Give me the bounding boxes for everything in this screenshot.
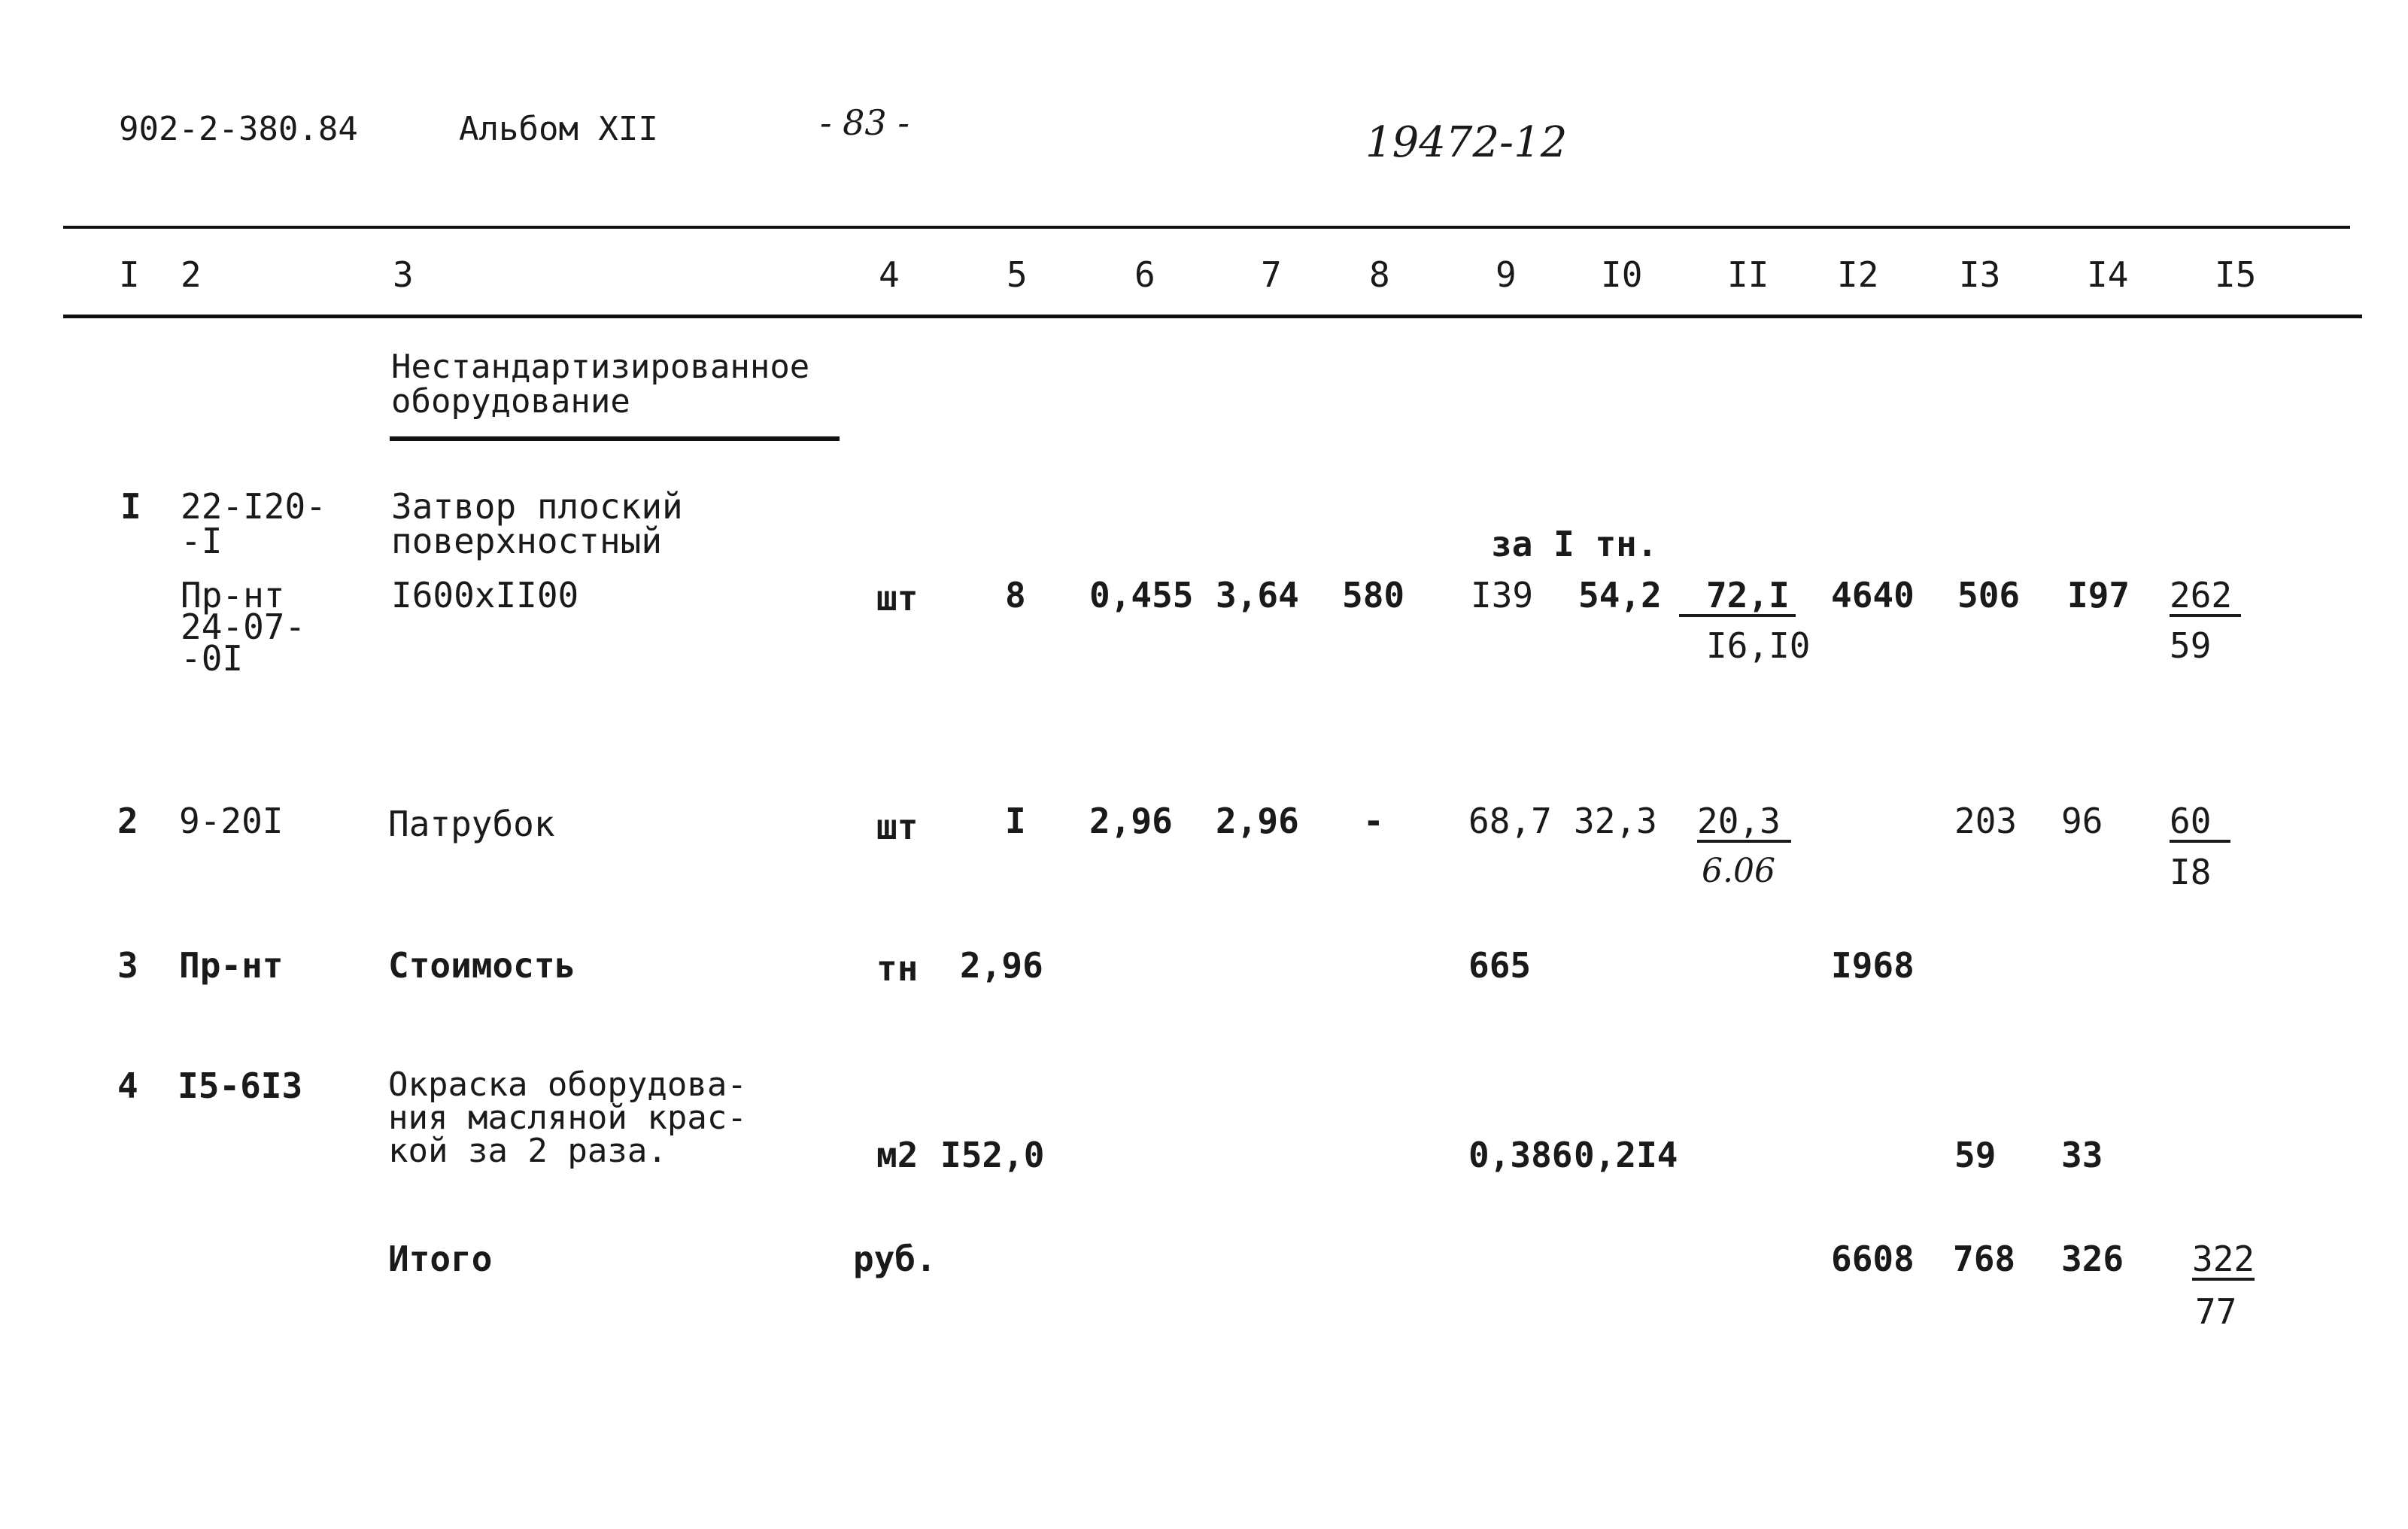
row-col13: 203 <box>1954 801 2018 841</box>
section-title: Нестандартизированное оборудование <box>391 348 810 421</box>
row-number: 2 <box>117 801 138 841</box>
column-header-8: 8 <box>1369 254 1390 295</box>
row-col14: 33 <box>2061 1135 2103 1175</box>
row-col7: 3,64 <box>1216 575 1299 616</box>
section-title-underline <box>390 436 840 441</box>
column-header-7: 7 <box>1261 254 1282 295</box>
row-qty: I52,0 <box>940 1135 1045 1175</box>
row-col6: 0,455 <box>1089 575 1194 616</box>
row-size: I600xII00 <box>391 575 579 616</box>
row-qty: I <box>1005 801 1026 841</box>
total-col14: 326 <box>2061 1239 2124 1279</box>
row-unit: м2 <box>876 1135 919 1175</box>
row-col13: 59 <box>1954 1135 1997 1175</box>
row-number: I <box>120 486 141 527</box>
column-header-2: 2 <box>181 254 202 295</box>
row-code: 9-20I <box>179 801 284 841</box>
row-col11-top: 72,I <box>1679 578 1796 617</box>
row-rate-note: за I тн. <box>1491 524 1658 564</box>
column-header-13: I3 <box>1959 254 2001 295</box>
row-col9: 0,386 <box>1468 1135 1573 1175</box>
row-col15-top: 262 <box>2170 578 2241 617</box>
row-col11-top: 20,3 <box>1697 804 1791 843</box>
row-col12: 4640 <box>1831 575 1915 616</box>
handwritten-number: 19472-12 <box>1365 118 1568 167</box>
row-col6: 2,96 <box>1089 801 1173 841</box>
page-number: - 83 - <box>820 102 909 143</box>
column-header-5: 5 <box>1007 254 1028 295</box>
row-unit: шт <box>876 578 919 619</box>
column-header-1: I <box>119 254 140 295</box>
total-label: Итого <box>388 1239 493 1279</box>
column-header-6: 6 <box>1134 254 1155 295</box>
column-header-11: II <box>1727 254 1769 295</box>
row-qty: 8 <box>1005 575 1026 616</box>
row-col11-bottom: 6.06 <box>1702 852 1775 890</box>
header-top-rule <box>63 226 2350 229</box>
row-code: 22-I20- -I <box>181 486 326 561</box>
row-number: 4 <box>117 1065 138 1106</box>
total-col15-top: 322 <box>2192 1239 2255 1279</box>
row-unit: шт <box>876 807 919 847</box>
column-header-3: 3 <box>393 254 414 295</box>
row-name: Патрубок <box>388 804 555 844</box>
column-header-14: I4 <box>2087 254 2129 295</box>
total-col12: 6608 <box>1831 1239 1915 1279</box>
row-col7: 2,96 <box>1216 801 1299 841</box>
column-header-10: I0 <box>1601 254 1643 295</box>
album-label: Альбом XII <box>459 110 658 148</box>
row-name: Стоимость <box>388 945 576 986</box>
row-code-secondary: Пр-нт 24-07- -0I <box>181 575 306 679</box>
row-qty: 2,96 <box>960 945 1043 986</box>
row-number: 3 <box>117 945 138 986</box>
total-col13: 768 <box>1953 1239 2016 1279</box>
row-col13: 506 <box>1957 575 2021 616</box>
row-col8: - <box>1363 801 1384 841</box>
row-col15-bottom: I8 <box>2170 852 2212 892</box>
total-unit: руб. <box>853 1239 937 1279</box>
row-code: I5-6I3 <box>178 1065 303 1106</box>
column-header-12: I2 <box>1837 254 1879 295</box>
row-col9: 68,7 <box>1468 801 1552 841</box>
row-col14: 96 <box>2061 801 2103 841</box>
header-bottom-rule <box>63 315 2362 318</box>
row-col9: I39 <box>1471 575 1534 616</box>
row-unit: тн <box>876 948 919 989</box>
document-code: 902-2-380.84 <box>119 110 358 148</box>
row-col12: I968 <box>1831 945 1915 986</box>
total-col15-bottom: 77 <box>2195 1291 2237 1332</box>
row-col8: 580 <box>1342 575 1405 616</box>
column-header-4: 4 <box>879 254 900 295</box>
row-col14: I97 <box>2067 575 2130 616</box>
row-col10: 0,2I4 <box>1574 1135 1678 1175</box>
row-col11-bottom: I6,I0 <box>1706 625 1811 666</box>
row-col10: 54,2 <box>1578 575 1662 616</box>
row-name: Окраска оборудова- ния масляной крас- кой за 2 раза. <box>388 1065 747 1170</box>
row-col15-bottom: 59 <box>2170 625 2212 666</box>
row-code: Пр-нт <box>179 945 284 986</box>
column-header-9: 9 <box>1496 254 1517 295</box>
row-col10: 32,3 <box>1574 801 1657 841</box>
row-name: Затвор плоский поверхностный <box>391 486 683 561</box>
column-header-15: I5 <box>2215 254 2257 295</box>
row-col15-top: 60 <box>2170 804 2230 843</box>
row-col9: 665 <box>1468 945 1532 986</box>
